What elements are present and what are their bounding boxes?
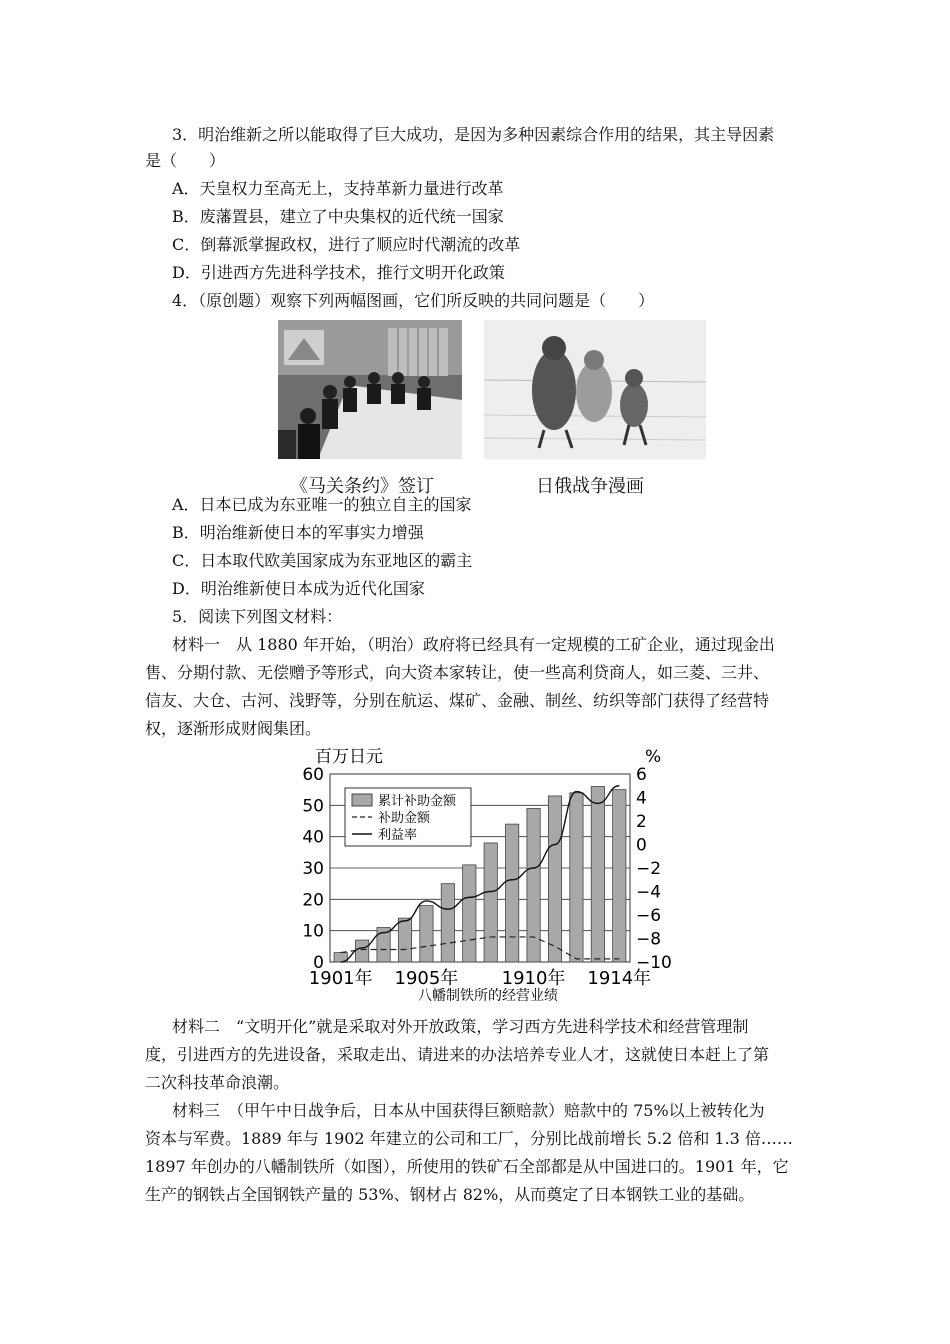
material1-line3: 信友、大仓、古河、浅野等，分别在航运、煤矿、金融、制丝、纺织等部门获得了经营特: [145, 691, 770, 710]
material3-line3: 1897 年创办的八幡制铁所（如图），所使用的铁矿石全部都是从中国进口的。1901 年，它: [145, 1157, 789, 1176]
left-tick-label: 50: [302, 796, 324, 817]
right-tick-label: −6: [636, 906, 662, 926]
legend-label: 利益率: [378, 828, 418, 843]
right-tick-label: −4: [636, 882, 662, 903]
right-tick-label: 4: [636, 788, 647, 809]
left-tick-label: 10: [302, 921, 324, 942]
material3-line4: 生产的钢铁占全国钢铁产量的 53%、钢材占 82%，从而奠定了日本钢铁工业的基础。: [145, 1185, 755, 1204]
q4-option-a: A．日本已成为东亚唯一的独立自主的国家: [172, 495, 472, 514]
material1-line4: 权，逐渐形成财阀集团。: [145, 719, 322, 738]
material1-line1: 材料一 从 1880 年开始，（明治）政府将已经具有一定规模的工矿企业，通过现金出: [172, 635, 775, 654]
bar-cumulative-subsidy: [356, 940, 369, 962]
q3-stem-line2: 是（ ）: [145, 151, 226, 170]
material3-line2: 资本与军费。1889 年与 1902 年建立的公司和工厂，分别比战前增长 5.2 倍和 1.3 倍……: [145, 1129, 793, 1148]
bar-cumulative-subsidy: [591, 787, 604, 962]
right-tick-label: 0: [636, 835, 647, 856]
material2-line2: 度，引进西方的先进设备，采取走出、请进来的办法培养专业人才，这就使日本赶上了第: [145, 1045, 770, 1064]
treaty-signing-photo: [278, 320, 462, 459]
q3-option-a: A．天皇权力至高无上，支持革新力量进行改革: [172, 179, 504, 198]
left-axis-label: 百万日元: [315, 747, 383, 767]
q5-stem: 5．阅读下列图文材料：: [172, 607, 343, 626]
chart-legend: [345, 788, 471, 846]
left-tick-label: 30: [302, 859, 324, 879]
left-tick-label: 0: [313, 953, 324, 973]
right-tick-label: 6: [636, 765, 647, 785]
q3-option-c: C．倒幕派掌握政权，进行了顺应时代潮流的改革: [172, 235, 521, 254]
legend-swatch-bar: [352, 794, 372, 806]
bar-cumulative-subsidy: [506, 824, 519, 962]
bar-cumulative-subsidy: [420, 906, 433, 962]
x-tick-label: 1914年: [587, 968, 652, 989]
legend-label: 累计补助金额: [378, 794, 457, 809]
left-tick-label: 20: [302, 890, 324, 911]
q4-option-c: C．日本取代欧美国家成为东亚地区的霸主: [172, 551, 473, 570]
q4-stem: 4．（原创题）观察下列两幅图画，它们所反映的共同问题是（ ）: [172, 291, 655, 310]
russo-japanese-war-cartoon: [484, 320, 706, 459]
q3-stem-line1: 3．明治维新之所以能取得了巨大成功，是因为多种因素综合作用的结果，其主导因素: [172, 125, 775, 144]
right-tick-label: −2: [636, 859, 662, 879]
bar-cumulative-subsidy: [548, 796, 561, 962]
bar-cumulative-subsidy: [441, 884, 454, 962]
q4-option-d: D．明治维新使日本成为近代化国家: [172, 579, 425, 598]
bar-cumulative-subsidy: [398, 918, 411, 962]
chart-caption: 八幡制铁所的经营业绩: [418, 988, 558, 1004]
right-axis-label: %: [645, 747, 662, 767]
x-tick-label: 1905年: [394, 968, 459, 989]
legend-label: 补助金额: [378, 811, 431, 826]
bar-cumulative-subsidy: [613, 790, 626, 962]
material3-line1: 材料三 （甲午中日战争后，日本从中国获得巨额赔款）赔款中的 75%以上被转化为: [172, 1101, 765, 1120]
q3-option-b: B．废藩置县，建立了中央集权的近代统一国家: [172, 207, 504, 226]
bar-cumulative-subsidy: [463, 865, 476, 962]
q4-option-b: B．明治维新使日本的军事实力增强: [172, 523, 424, 542]
bar-cumulative-subsidy: [484, 843, 497, 962]
q3-option-d: D．引进西方先进科学技术，推行文明开化政策: [172, 263, 505, 282]
right-tick-label: 2: [636, 812, 647, 832]
yawata-steelworks-chart: [300, 742, 685, 1010]
right-tick-label: −10: [636, 953, 672, 973]
material2-line1: 材料二 “文明开化”就是采取对外开放政策，学习西方先进科学技术和经营管理制: [172, 1017, 749, 1036]
x-tick-label: 1901年: [308, 968, 373, 989]
bar-cumulative-subsidy: [527, 808, 540, 962]
material2-line3: 二次科技革命浪潮。: [145, 1073, 290, 1092]
cartoon-caption: 日俄战争漫画: [536, 476, 644, 497]
material1-line2: 售、分期付款、无偿赠予等形式，向大资本家转让，使一些高利贷商人，如三菱、三井、: [145, 663, 770, 682]
left-tick-label: 60: [302, 765, 324, 785]
right-tick-label: −8: [636, 929, 662, 950]
left-tick-label: 40: [302, 827, 324, 848]
x-tick-label: 1910年: [501, 968, 566, 989]
bar-cumulative-subsidy: [570, 793, 583, 962]
treaty-photo-caption: 《马关条约》签订: [290, 476, 434, 497]
